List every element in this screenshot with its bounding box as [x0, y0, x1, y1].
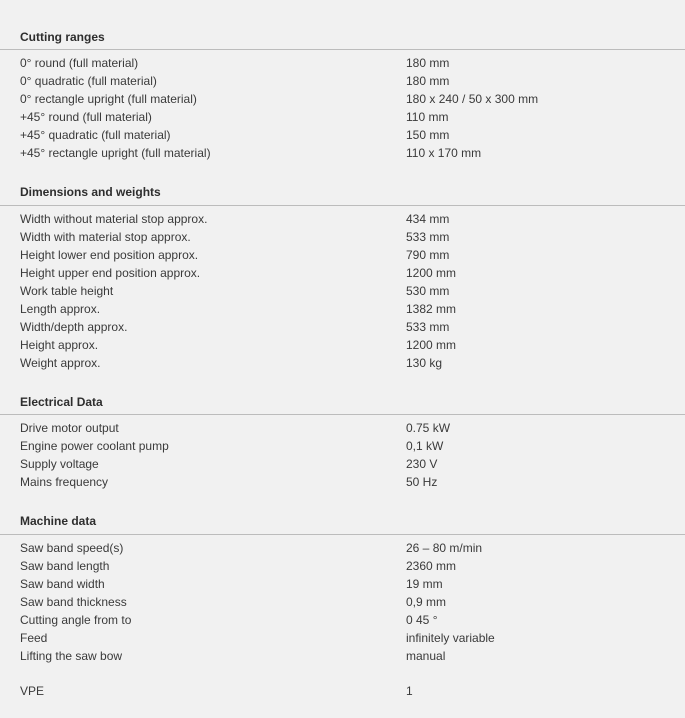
spec-row	[0, 126, 685, 144]
spec-label: Saw band width	[20, 577, 105, 591]
spec-value: 26 – 80 m/min	[406, 541, 483, 555]
spec-row	[0, 437, 685, 455]
spec-label: Saw band speed(s)	[20, 541, 124, 555]
spec-value: 1382 mm	[406, 302, 457, 316]
spec-row	[0, 419, 685, 437]
spec-label: Mains frequency	[20, 475, 109, 489]
spec-label: Length approx.	[20, 302, 101, 316]
spec-label: +45° rectangle upright (full material)	[20, 146, 211, 160]
spec-label: Drive motor output	[20, 421, 119, 435]
spec-row	[0, 593, 685, 611]
spec-row	[0, 539, 685, 557]
spec-label: Supply voltage	[20, 457, 99, 471]
spec-value: 1200 mm	[406, 338, 457, 352]
spec-value: 530 mm	[406, 284, 450, 298]
section-title-machine-data: Machine data	[20, 514, 97, 528]
spec-value: 0 45 °	[406, 613, 438, 627]
spec-label: Width with material stop approx.	[20, 230, 191, 244]
spec-label: Work table height	[20, 284, 114, 298]
spec-row	[0, 264, 685, 282]
spec-value: 0,9 mm	[406, 595, 447, 609]
spec-row	[0, 557, 685, 575]
section-title-electrical-data: Electrical Data	[20, 395, 103, 409]
section-title-cutting-ranges: Cutting ranges	[20, 30, 105, 44]
spec-value: manual	[406, 649, 446, 663]
spec-value: 434 mm	[406, 212, 450, 226]
spec-label: Height upper end position approx.	[20, 266, 201, 280]
spec-row	[0, 90, 685, 108]
spec-row	[0, 473, 685, 491]
spec-value: 180 mm	[406, 56, 450, 70]
spec-row	[0, 282, 685, 300]
spec-value: 230 V	[406, 457, 438, 471]
spec-row	[0, 354, 685, 372]
spec-value: infinitely variable	[406, 631, 495, 645]
spec-value: 110 x 170 mm	[406, 146, 482, 160]
spec-label: Saw band thickness	[20, 595, 127, 609]
spec-value: 2360 mm	[406, 559, 457, 573]
spec-row	[0, 246, 685, 264]
spec-label: Saw band length	[20, 559, 110, 573]
spec-row	[0, 144, 685, 162]
spec-label: Width/depth approx.	[20, 320, 128, 334]
spec-value: 150 mm	[406, 128, 450, 142]
spec-label: Height lower end position approx.	[20, 248, 199, 262]
spec-row	[0, 611, 685, 629]
spec-row	[0, 336, 685, 354]
spec-row	[0, 629, 685, 647]
spec-row	[0, 54, 685, 72]
spec-label: Width without material stop approx.	[20, 212, 208, 226]
spec-value: 0,1 kW	[406, 439, 444, 453]
spec-row	[0, 647, 685, 665]
spec-label: +45° quadratic (full material)	[20, 128, 171, 142]
spec-value: 19 mm	[406, 577, 443, 591]
spec-label: 0° rectangle upright (full material)	[20, 92, 197, 106]
spec-row	[0, 575, 685, 593]
section-divider	[0, 49, 685, 50]
spec-label: VPE	[20, 684, 45, 698]
section-title-dimensions-and-weights: Dimensions and weights	[20, 185, 161, 199]
spec-label: +45° round (full material)	[20, 110, 152, 124]
spec-value: 50 Hz	[406, 475, 438, 489]
spec-row-vpe	[0, 682, 685, 700]
spec-row	[0, 228, 685, 246]
spec-label: Weight approx.	[20, 356, 101, 370]
spec-value: 0.75 kW	[406, 421, 451, 435]
spec-row	[0, 318, 685, 336]
section-divider	[0, 205, 685, 206]
spec-value: 790 mm	[406, 248, 450, 262]
spec-value: 130 kg	[406, 356, 443, 370]
spec-label: Feed	[20, 631, 48, 645]
spec-row	[0, 72, 685, 90]
spec-value: 1	[406, 684, 413, 698]
spec-value: 533 mm	[406, 320, 450, 334]
spec-value: 180 x 240 / 50 x 300 mm	[406, 92, 539, 106]
spec-label: Lifting the saw bow	[20, 649, 123, 663]
section-divider	[0, 534, 685, 535]
spec-row	[0, 455, 685, 473]
spec-label: 0° round (full material)	[20, 56, 139, 70]
spec-value: 110 mm	[406, 110, 449, 124]
spec-value: 180 mm	[406, 74, 450, 88]
section-divider	[0, 414, 685, 415]
spec-label: Engine power coolant pump	[20, 439, 169, 453]
spec-value: 533 mm	[406, 230, 450, 244]
spec-row	[0, 300, 685, 318]
spec-value: 1200 mm	[406, 266, 457, 280]
spec-label: 0° quadratic (full material)	[20, 74, 157, 88]
spec-row	[0, 210, 685, 228]
spec-label: Height approx.	[20, 338, 99, 352]
spec-label: Cutting angle from to	[20, 613, 132, 627]
spec-row	[0, 108, 685, 126]
